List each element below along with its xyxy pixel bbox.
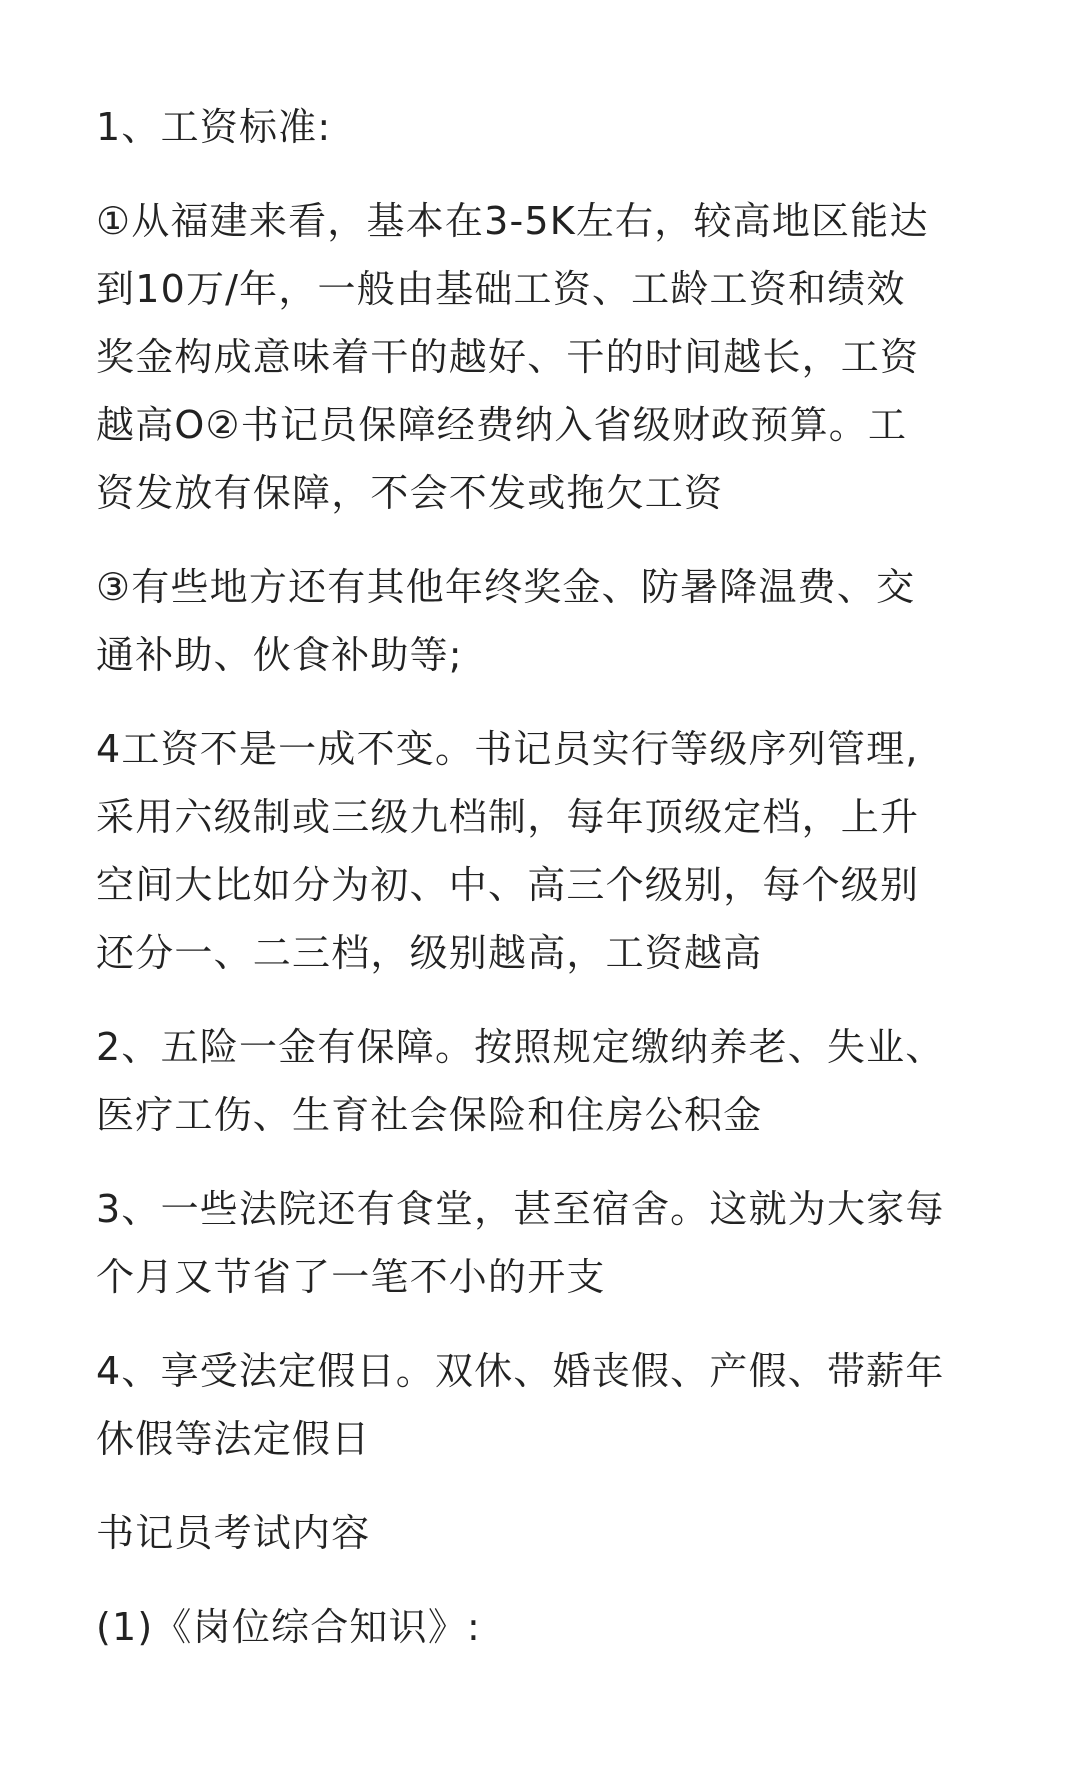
paragraph-insurance [96,1013,984,1149]
exam-item-comprehensive-knowledge [96,1593,984,1661]
text-line: 资发放有保障，不会不发或拖欠工资 [96,471,724,515]
article-body [96,93,984,1687]
text-line: (1)《岗位综合知识》: [96,1605,482,1649]
paragraph-canteen-dormitory [96,1175,984,1311]
paragraph-other-bonuses [96,553,984,689]
text-line: 3、一些法院还有食堂，甚至宿舍。这就为大家每 [96,1187,945,1231]
text-line: 个月又节省了一笔不小的开支 [96,1255,606,1299]
text-line: ①从福建来看，基本在3-5K左右，较高地区能达 [96,199,929,243]
text-line: 还分一、二三档，级别越高，工资越高 [96,931,763,975]
text-line: 奖金构成意味着干的越好、干的时间越长，工资 [96,335,920,379]
text-line: 4、享受法定假日。双休、婚丧假、产假、带薪年 [96,1349,945,1393]
text-line: 书记员考试内容 [96,1511,371,1555]
text-line: 越高O②书记员保障经费纳入省级财政预算。工 [96,403,908,447]
paragraph-fujian-salary [96,187,984,527]
text-line: 休假等法定假日 [96,1417,371,1461]
paragraph-grade-management [96,715,984,987]
text-line: 空间大比如分为初、中、高三个级别，每个级别 [96,863,920,907]
text-line: 2、五险一金有保障。按照规定缴纳养老、失业、 [96,1025,945,1069]
text-line: 1、工资标准: [96,105,332,149]
text-line: 4工资不是一成不变。书记员实行等级序列管理, [96,727,919,771]
text-line: 到10万/年，一般由基础工资、工龄工资和绩效 [96,267,906,311]
section-heading-exam-content [96,1499,984,1567]
text-line: ③有些地方还有其他年终奖金、防暑降温费、交 [96,565,916,609]
text-line: 采用六级制或三级九档制，每年顶级定档，上升 [96,795,920,839]
section-heading-salary-standard [96,93,984,161]
text-line: 通补助、伙食补助等; [96,633,463,677]
text-line: 医疗工伤、生育社会保险和住房公积金 [96,1093,763,1137]
paragraph-holidays [96,1337,984,1473]
